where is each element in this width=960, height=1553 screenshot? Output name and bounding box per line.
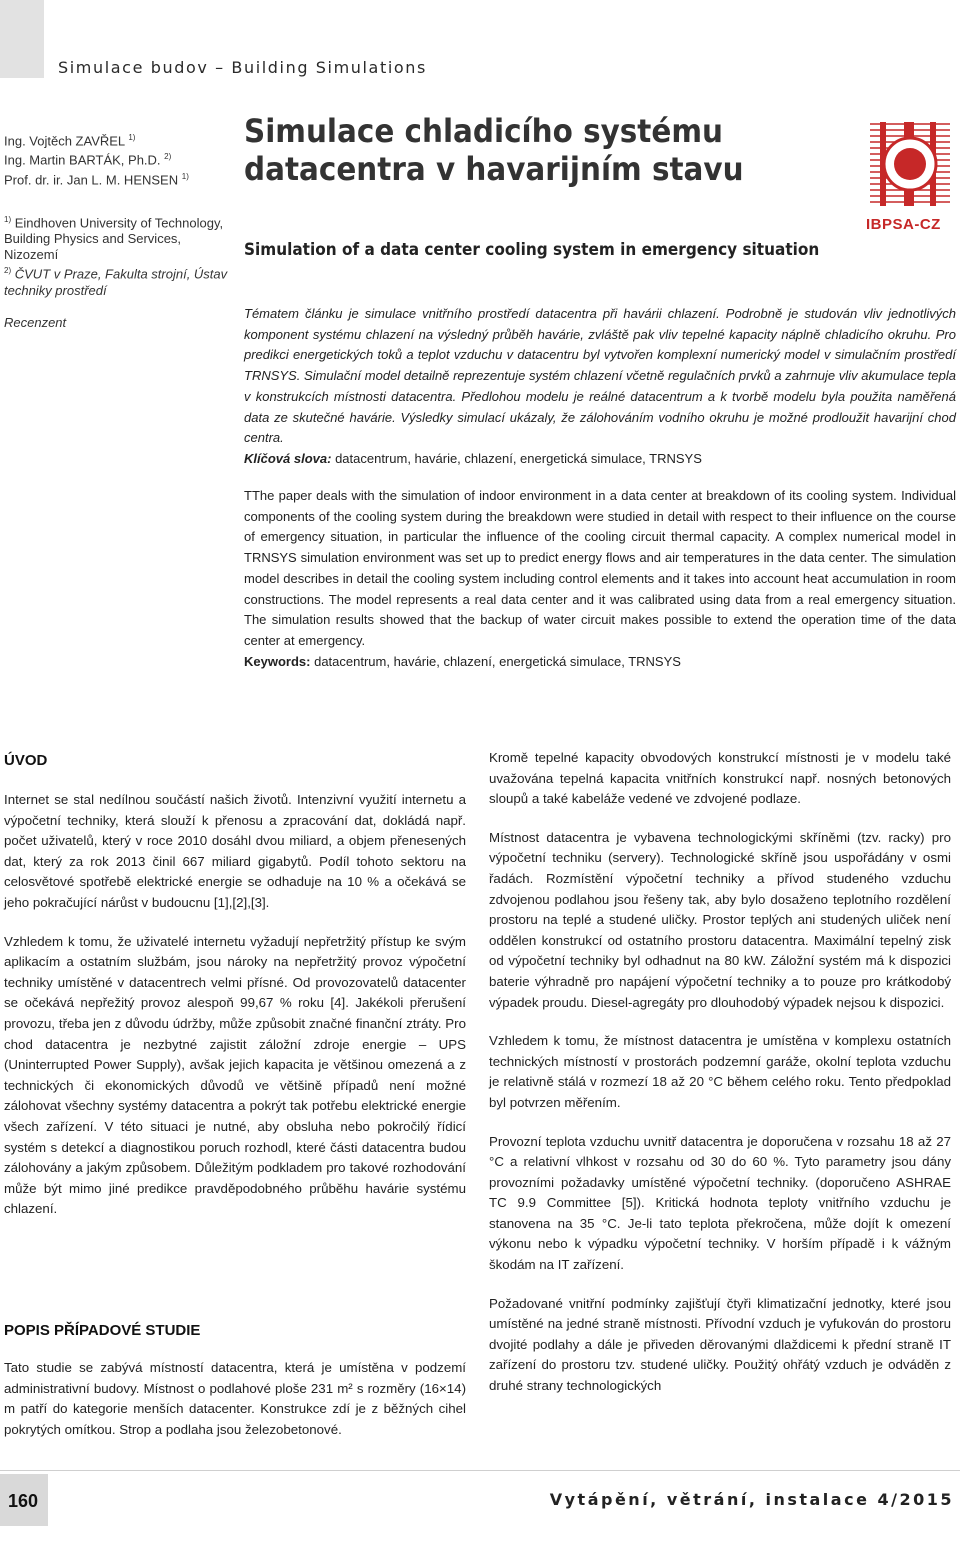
paragraph: Provozní teplota vzduchu uvnitř datacentra je doporučena v rozsahu 18 až 27 °C a relativní vlhkost v rozsahu od 30 do 60 %. Tyto parametry jsou dány provozními požadavky umístěné výpočetní techniky. (doporučeno ASHRAE TC 9.9 Committee [5]). Kritická hodnota teploty vnitřního vzduchu je stanovena na 35 °C. Je-li tato teplota překročena, může dojít k omezení výkonu nebo k výpadku výpočetní techniky. V horším případě i k vážným škodám na IT zařízení. [489,1133,951,1273]
series-title: Simulace budov – Building Simulations [58,58,427,77]
keywords-en [244,652,956,673]
section-heading-uvod: ÚVOD [4,752,48,769]
affiliation-2-text: ČVUT v Praze, Fakulta strojní, Ústav techniky prostředí [4,266,228,298]
paragraph: Internet se stal nedílnou součástí našich životů. Intenzivní využití internetu a výpočetní techniky, která slouží k přenosu a zpracování dat, dokládá např. počet uživatelů, který v roce 2010 dosáhl dvou miliard, a objem přenesených dat, který za rok 2013 činil 667 miliard gigabytů. Podíl tohoto sektoru na celosvětové spotřebě elektrické energie se odhaduje na 10 % a očekává se jeho pokračující nárůst v budoucnu [1],[2],[3]. [4,792,466,910]
keywords-en-label: Keywords: [244,653,311,669]
affiliation-1-text: Eindhoven University of Technology, Building Physics and Services, Nizozemí [4,215,224,263]
journal-name: Vytápění, větrání, instalace 4/2015 [549,1490,954,1509]
ibpsa-logo-text: IBPSA-CZ [866,216,941,233]
author-2-sup: 2) [164,152,172,162]
author-1-sup: 1) [128,133,136,142]
keywords-cz [244,449,956,470]
affiliations-block [4,212,232,299]
authors-block [4,130,234,188]
reviewer-label: Recenzent [4,315,67,330]
abstract-en [244,486,956,672]
section-heading-case-study: POPIS PŘÍPADOVÉ STUDIE [4,1322,201,1339]
paragraph: Vzhledem k tomu, že místnost datacentra je umístěna v komplexu ostatních technických místností v prostorách podzemní garáže, okolní teplota vzduchu je relativně stálá v rozmezí 18 až 20 °C během celého roku. Tento předpoklad byl potvrzen měřením. [489,1033,951,1110]
author-3 [4,169,234,188]
affiliation-2 [4,263,232,298]
abstract-en-text: TThe paper deals with the simulation of indoor environment in a data center at breakdown of its cooling system. Individual components of the cooling system during the breakdown were studied in detail with respect to their influence on the course of emergency situation, in particular the influence of the cooling circuit thermal capacity. A complex numerical model in TRNSYS simulation environment was set up to predict energy flows and air temperatures in the data center. The simulation model describes in detail the cooling system including control elements and it takes into account heat accumulation in room constructions. The model represents a real data center and it was calibrated using data from a real emergency situation. The simulation results showed that the backup of water circuit makes possible to extend the operation time of the data center at emergency. [244,488,956,648]
author-2 [4,149,234,168]
left-column-intro [4,790,466,1238]
author-1 [4,130,234,149]
paragraph: Vzhledem k tomu, že uživatelé internetu vyžadují nepřetržitý přístup ke svým aplikacím a ostatním službám, jsou nároky na nepřetržitý provoz výpočetní techniky umístěné v datacentrech velmi přísné. Od provozovatelů datacenter se očekává nepřežitý provoz alespoň 99,67 % roku [4]. Jakékoli přerušení provozu, třeba jen z důvodu údržby, může způsobit značné finanční ztráty. Pro chod datacentra je nezbytné zajistit záložní zdroje energie – UPS (Uninterrupted Power Supply), avšak jejich kapacita je většinou omezená a z technických či ekonomických důvodů ve většině případů není možné zálohovat všechny systémy datacentra a pokrýt tak potřebu elektrické energie všech zařízení. V této situaci je nutné, aby obsluha nebo pokročilý řídicí systém s detekcí a diagnostikou poruch rozhodl, které části datacentra budou zálohovány a jakým způsobem. Důležitým podkladem pro takové rozhodování může být mimo jiné predikce pravděpodobného průběhu havárie systému chlazení. [4,933,466,1217]
ibpsa-logo-graphic [858,118,958,214]
header-gray-strip [0,0,44,78]
article-title-cz: Simulace chladicího systému datacentra v havarijním stavu [244,112,744,188]
page-number: 160 [8,1491,39,1511]
left-column-case-study [4,1358,466,1458]
keywords-cz-label: Klíčová slova: [244,450,332,466]
footer-divider [0,1470,960,1471]
author-2-name: Ing. Martin BARTÁK, Ph.D. [4,152,161,168]
abstract-cz [244,304,956,470]
keywords-en-text: datacentrum, havárie, chlazení, energetická simulace, TRNSYS [314,653,681,669]
paragraph: Místnost datacentra je vybavena technologickými skříněmi (tzv. racky) pro výpočetní techniku (servery). Technologické skříně jsou uspořádány v osmi řadách. Rozmístění výpočetní techniky a přívod studeného vzduchu zdvojenou podlahou jsou řešeny tak, aby bylo dosaženo teplotního rozdělení prostoru na teplé a studené uličky. Prostor teplých ani studených uliček není oddělen konstrukcí od ostatního prostoru datacentra. Maximální tepelný zisk od výpočetní techniky byl odhadnut na 80 kW. Záložní systém má k dispozici baterie výhradně pro napájení výpočetní techniky a to pouze pro krátkodobý výpadek proudu. Diesel-agregáty pro dlouhodobý výpadek nejsou k dispozici. [489,829,951,1010]
affiliation-2-sup: 2) [4,266,12,276]
paragraph: Kromě tepelné kapacity obvodových konstrukcí místnosti je v modelu také uvažována tepelná kapacita vnitřních konstrukcí např. nosných betonových sloupů a také kabeláže vedené ve zdvojené podlaze. [489,750,951,807]
paragraph: Požadované vnitřní podmínky zajišťují čtyři klimatizační jednotky, které jsou umístěné na jedné straně místnosti. Přívodní vzduch je vyfukován do prostoru dvojité podlahy a dále je přiveden děrovanými dlaždicemi k přední straně IT zařízení do prostoru tzv. studené uličky. Použitý ohřátý vzduch je odváděn z druhé strany technologických [489,1295,951,1394]
author-3-name: Prof. dr. ir. Jan L. M. HENSEN [4,171,179,187]
author-1-name: Ing. Vojtěch ZAVŘEL [4,133,125,149]
affiliation-1-sup: 1) [4,215,12,224]
keywords-cz-text: datacentrum, havárie, chlazení, energetická simulace, TRNSYS [335,450,702,466]
author-3-sup: 1) [181,171,189,181]
right-column [489,748,951,1415]
paragraph: Tato studie se zabývá místností datacentra, která je umístěna v podzemí administrativní budovy. Místnost o podlahové ploše 231 m² s rozměry (16×14) m patří do kategorie menších datacenter. Konstrukce zdí je z běžných cihel pokrytých omítkou. Strop a podlaha jsou železobetonové. [4,1360,466,1437]
affiliation-1 [4,212,232,263]
article-title-en: Simulation of a data center cooling system in emergency situation [244,240,820,260]
abstract-cz-text: Tématem článku je simulace vnitřního prostředí datacentra při havárii chlazení. Podrobně je studován vliv jednotlivých komponent systému chlazení na výsledný průběh havárie, zvláště pak vliv tepelné kapacity náplně chladicího okruhu. Pro predikci energetických toků a teplot vzduchu v datacentru byl vytvořen komplexní numerický model v simulačním prostředí TRNSYS. Simulační model detailně reprezentuje systém chlazení včetně regulačních prvků a zahrnuje vliv akumulace tepla v konstrukcích místnosti datacentra. Předlohou modelu je reálné datacentrum a k tvorbě modelu byla použita naměřená data ze skutečné havárie. Výsledky simulací ukázaly, že zálohováním vodního okruhu je možné prodloužit havarijní chod centra. [244,306,956,446]
ibpsa-logo [858,118,958,236]
